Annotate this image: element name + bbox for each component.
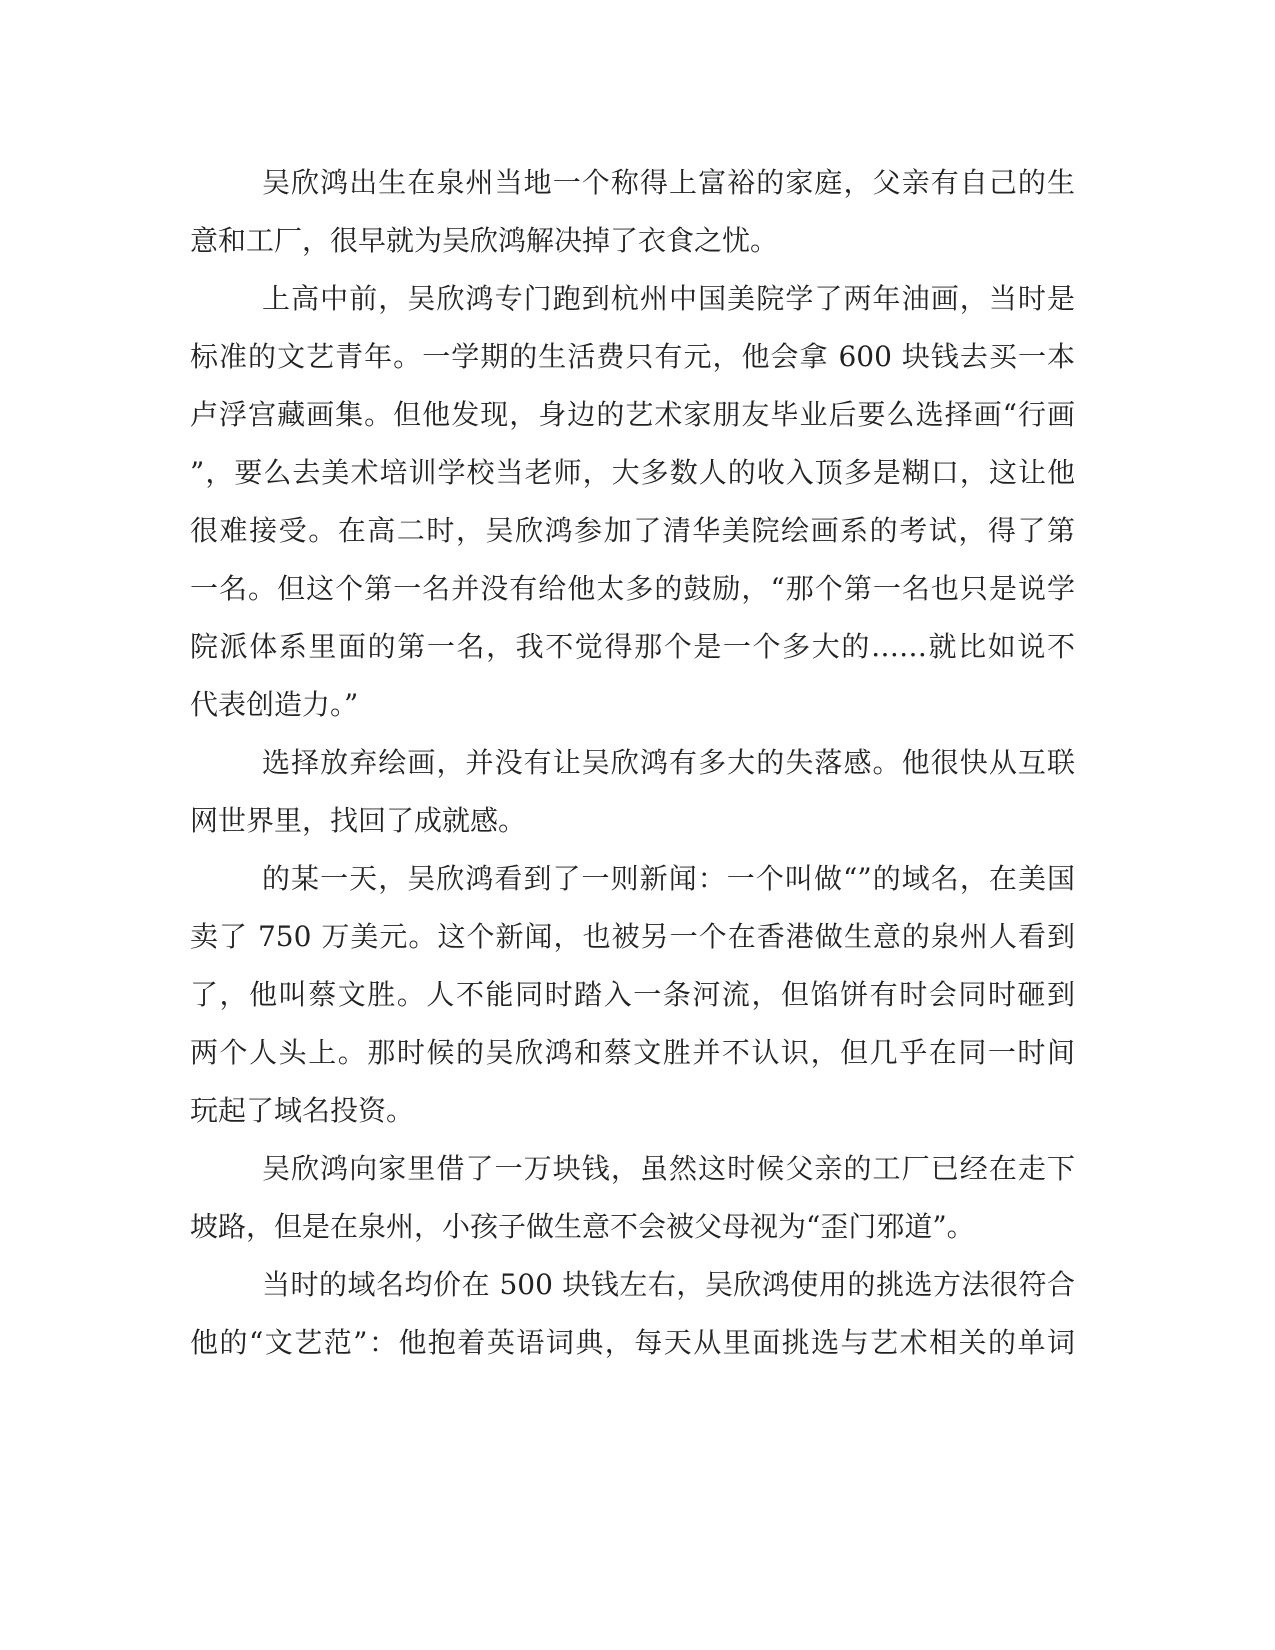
text-line: 网世界里，找回了成就感。 (190, 804, 527, 837)
text-line: ”，要么去美术培训学校当老师，大多数人的收入顶多是糊口，这让他 (190, 456, 1075, 489)
text-line: 卖了 750 万美元。这个新闻，也被另一个在香港做生意的泉州人看到 (190, 920, 1075, 953)
text-line: 很难接受。在高二时，吴欣鸿参加了清华美院绘画系的考试，得了第 (190, 514, 1075, 547)
text-line: 坡路，但是在泉州，小孩子做生意不会被父母视为“歪门邪道”。 (190, 1210, 975, 1243)
text-line: 吴欣鸿出生在泉州当地一个称得上富裕的家庭，父亲有自己的生 (262, 166, 1075, 199)
text-line: 的某一天，吴欣鸿看到了一则新闻：一个叫做“”的域名，在美国 (262, 862, 1075, 895)
text-line: 院派体系里面的第一名，我不觉得那个是一个多大的……就比如说不 (190, 630, 1075, 663)
text-line: 上高中前，吴欣鸿专门跑到杭州中国美院学了两年油画，当时是 (262, 282, 1075, 315)
text-line: 一名。但这个第一名并没有给他太多的鼓励，“那个第一名也只是说学 (190, 572, 1075, 605)
text-line: 当时的域名均价在 500 块钱左右，吴欣鸿使用的挑选方法很符合 (262, 1268, 1075, 1301)
text-line: 代表创造力。” (190, 688, 359, 721)
text-line: 吴欣鸿向家里借了一万块钱，虽然这时候父亲的工厂已经在走下 (262, 1152, 1075, 1185)
text-line: 他的“文艺范”：他抱着英语词典，每天从里面挑选与艺术相关的单词 (190, 1326, 1075, 1359)
text-line: 标准的文艺青年。一学期的生活费只有元，他会拿 600 块钱去买一本 (190, 340, 1075, 373)
text-line: 意和工厂，很早就为吴欣鸿解决掉了衣食之忧。 (190, 224, 779, 257)
text-line: 两个人头上。那时候的吴欣鸿和蔡文胜并不认识，但几乎在同一时间 (190, 1036, 1075, 1069)
text-line: 玩起了域名投资。 (190, 1094, 415, 1127)
text-line: 卢浮宫藏画集。但他发现，身边的艺术家朋友毕业后要么选择画“行画 (190, 398, 1075, 431)
text-line: 选择放弃绘画，并没有让吴欣鸿有多大的失落感。他很快从互联 (262, 746, 1075, 779)
text-line: 了，他叫蔡文胜。人不能同时踏入一条河流，但馅饼有时会同时砸到 (190, 978, 1075, 1011)
